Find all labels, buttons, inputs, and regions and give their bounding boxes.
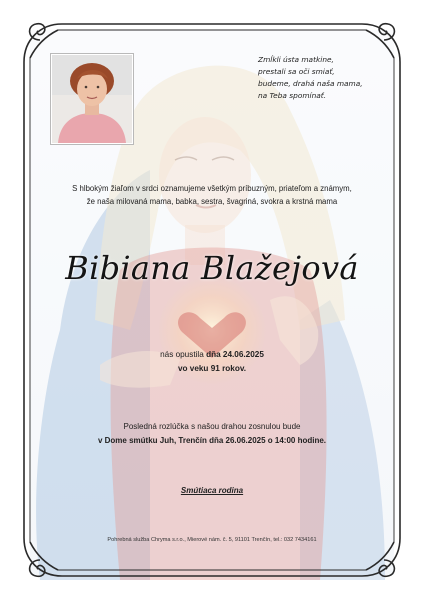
death-age: vo veku 91 rokov. [177,364,247,373]
death-date: dňa 24.06.2025 [206,350,264,359]
announcement-intro [20,182,404,208]
poem-line: Zmĺkli ústa matkine, [258,55,334,64]
deceased-name: Bibiana Blažejová [65,249,359,287]
portrait-photo-image [52,55,132,143]
farewell-info [20,420,404,448]
funeral-service-footer: Pohrebná služba Chryma s.r.o., Mierové nám. č. 5, 91101 Trenčín, tel.: 032 7434161 [107,537,317,543]
poem-line: budeme, drahá naša mama, [258,79,363,88]
farewell-line: Posledná rozlúčka s našou drahou zosnulou bude [123,422,301,431]
portrait-photo [50,53,134,145]
poem-verse [258,54,388,102]
intro-line: S hlbokým žiaľom v srdci oznamujeme všetkým príbuzným, priateľom a známym, [72,184,352,193]
death-info [60,348,364,376]
poem-line: prestali sa oči smiať, [258,67,335,76]
farewell-details: v Dome smútku Juh, Trenčín dňa 26.06.2025 o 14:00 hodine. [97,436,327,445]
death-prefix: nás opustila [160,350,204,359]
family-signature: Smútiaca rodina [180,486,244,495]
intro-line: že naša milovaná mama, babka, sestra, švagriná, svokra a krstná mama [86,197,338,206]
poem-line: na Teba spomínať. [258,91,327,100]
